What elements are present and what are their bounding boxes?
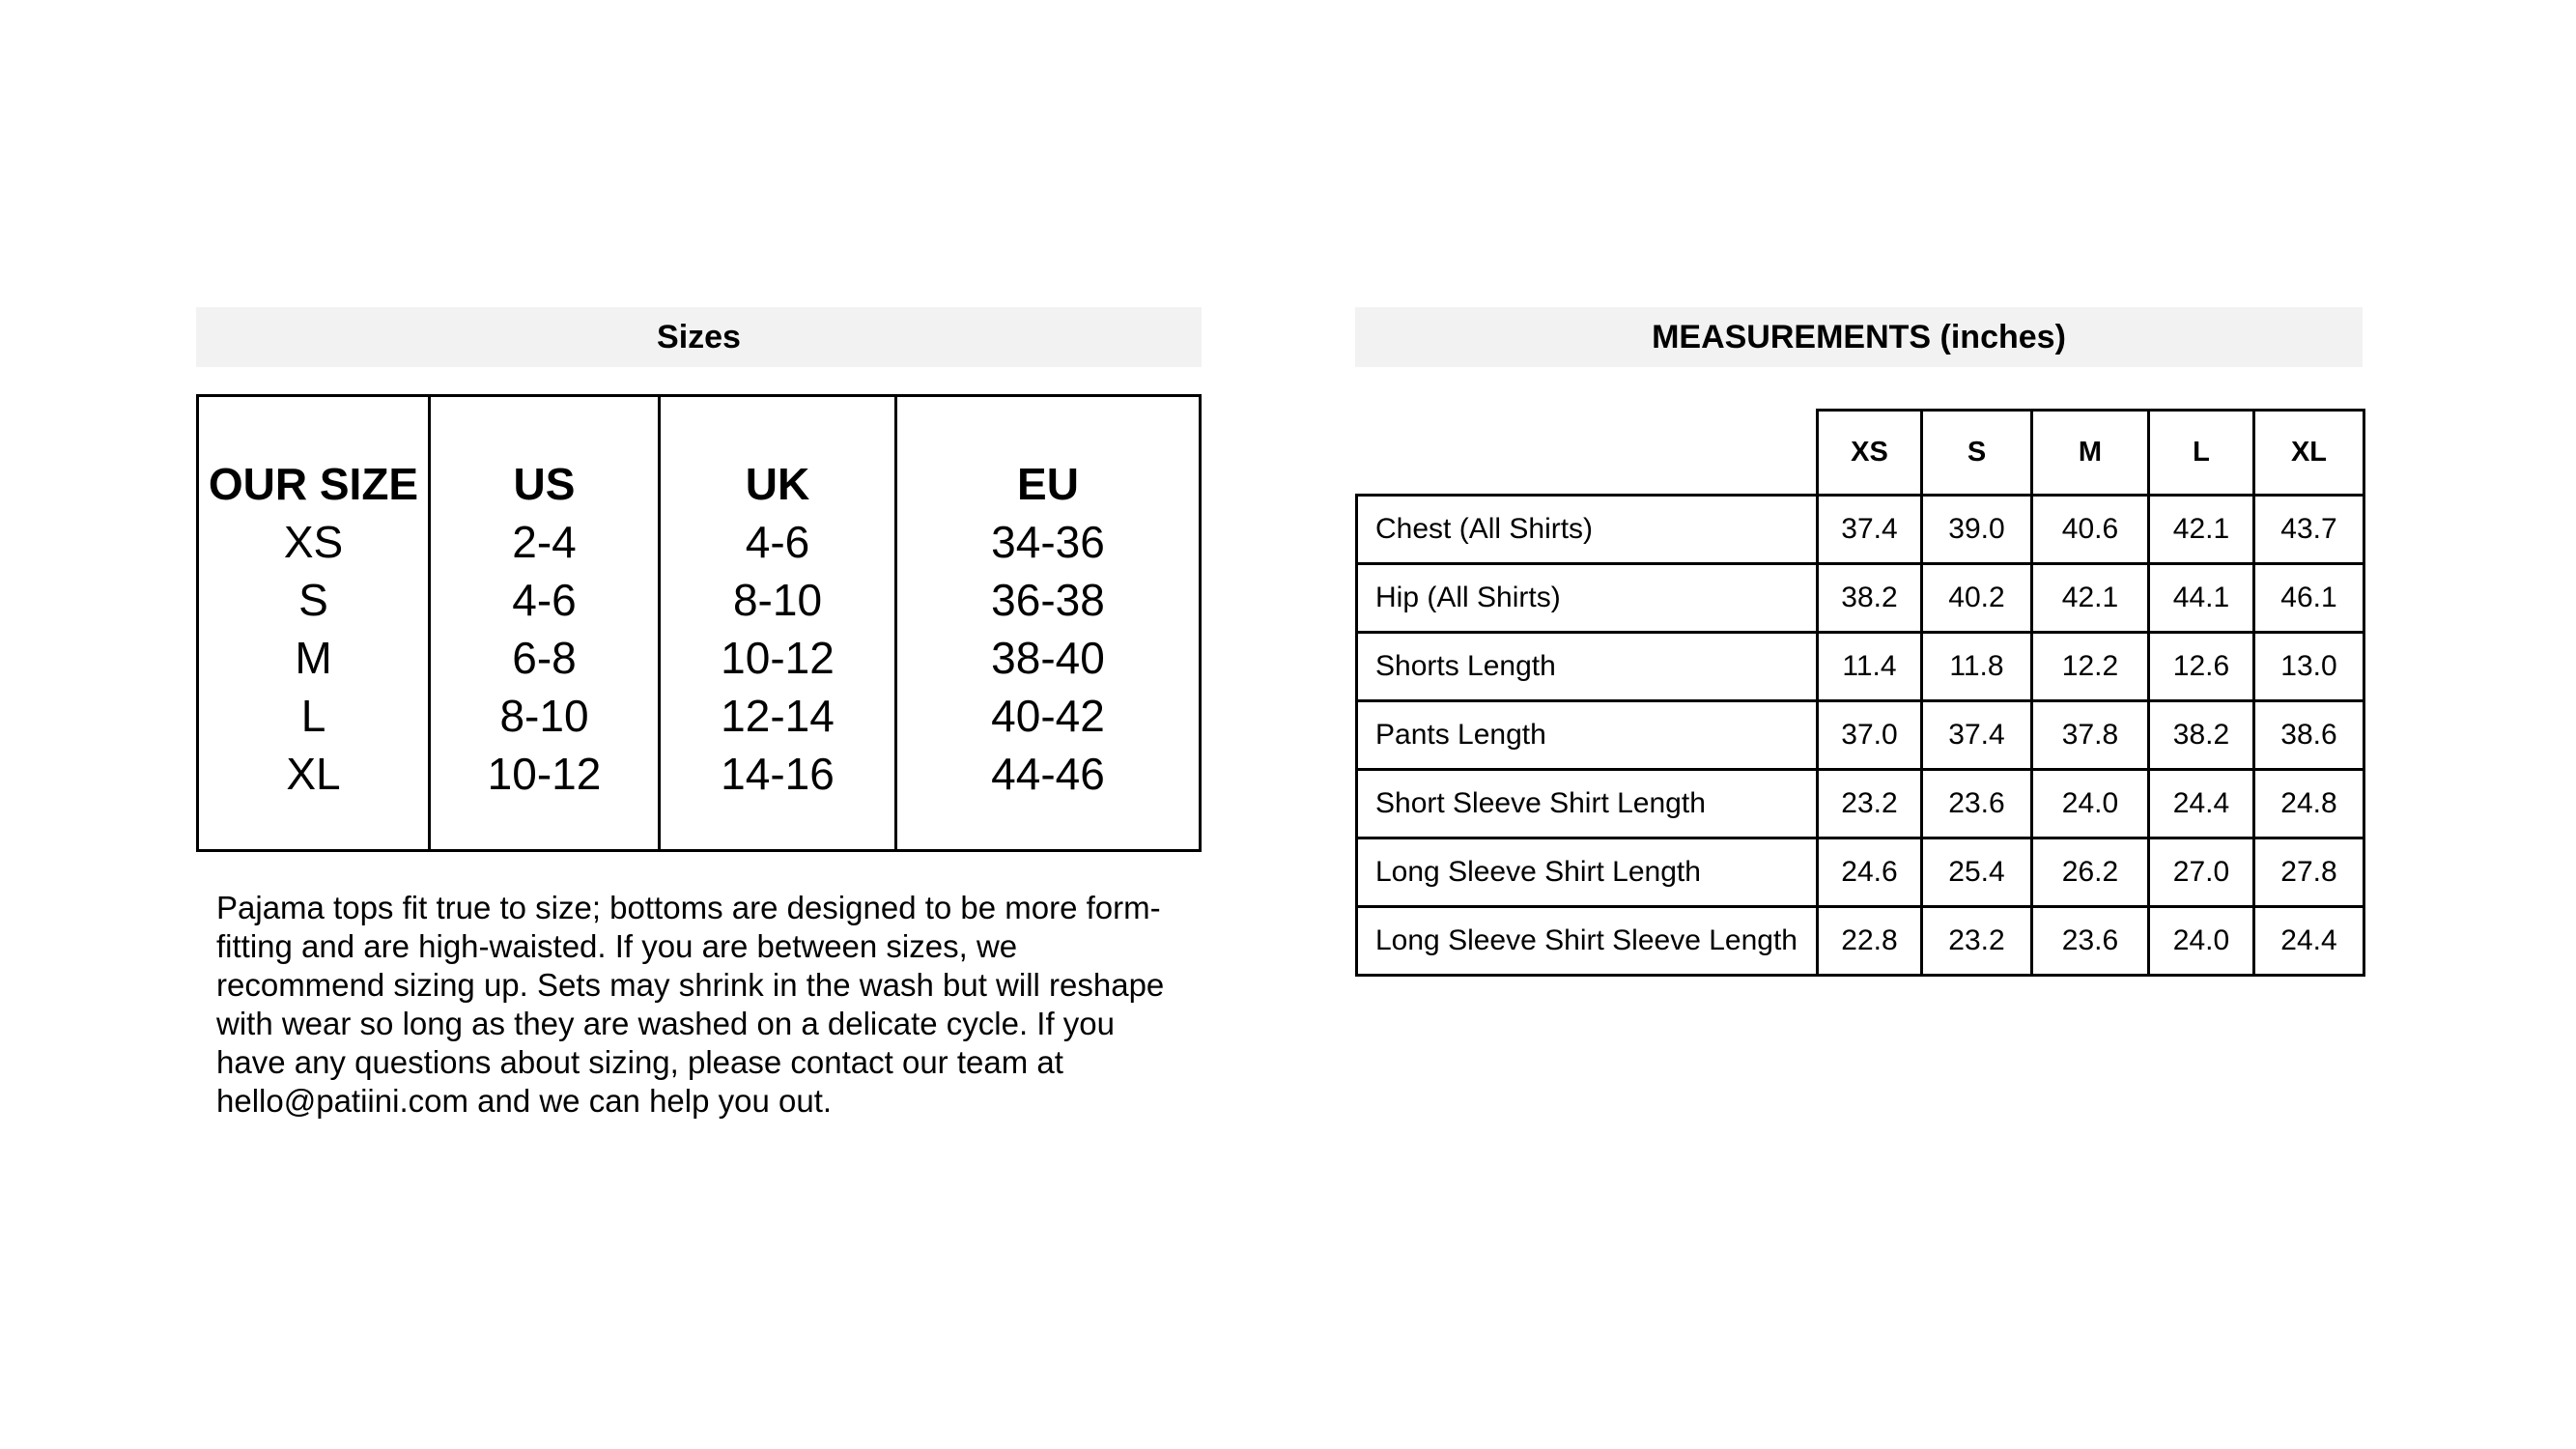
measurement-value: 22.8 xyxy=(1818,907,1922,976)
table-row xyxy=(1357,564,2364,633)
sizes-cell: 38-40 xyxy=(991,633,1105,683)
measurement-value: 40.2 xyxy=(1922,564,2032,633)
measurement-value: 24.4 xyxy=(2149,770,2254,838)
sizing-note: Pajama tops fit true to size; bottoms are designed to be more form-fitting and are high-waisted. If you are between sizes, we recommend sizing up. Sets may shrink in the wash but will reshape with wear so long as they are washed on a delicate cycle. If you have any questions about sizing, please contact our team at hello@patiini.com and we can help you out. xyxy=(216,890,1165,1119)
sizes-cell: 4-6 xyxy=(745,517,810,567)
sizes-cell: 8-10 xyxy=(732,575,823,625)
measurement-value: 42.1 xyxy=(2032,564,2149,633)
table-row xyxy=(1357,770,2364,838)
measurement-label: Long Sleeve Shirt Sleeve Length xyxy=(1357,907,1818,976)
measurement-label: Short Sleeve Shirt Length xyxy=(1357,770,1818,838)
measurement-value: 38.6 xyxy=(2254,701,2364,770)
measurement-value: 24.6 xyxy=(1818,838,1922,907)
measurement-value: 40.6 xyxy=(2032,496,2149,564)
table-row xyxy=(1357,838,2364,907)
measurements-column-header: L xyxy=(2149,411,2254,496)
measurement-value: 23.6 xyxy=(1922,770,2032,838)
measurement-value: 11.8 xyxy=(1922,633,2032,701)
measurement-value: 37.0 xyxy=(1818,701,1922,770)
measurement-value: 37.4 xyxy=(1818,496,1922,564)
measurements-header-row xyxy=(1357,411,2364,496)
sizes-cell: 6-8 xyxy=(512,633,577,683)
measurements-corner xyxy=(1357,411,1818,496)
measurement-value: 46.1 xyxy=(2254,564,2364,633)
measurement-value: 12.6 xyxy=(2149,633,2254,701)
measurement-value: 26.2 xyxy=(2032,838,2149,907)
measurement-value: 37.8 xyxy=(2032,701,2149,770)
sizes-title: Sizes xyxy=(196,307,1202,367)
measurement-value: 27.0 xyxy=(2149,838,2254,907)
sizes-cell: 10-12 xyxy=(721,633,835,683)
measurements-column-header: XS xyxy=(1818,411,1922,496)
measurement-value: 25.4 xyxy=(1922,838,2032,907)
sizes-column-us xyxy=(431,397,661,849)
measurement-value: 38.2 xyxy=(1818,564,1922,633)
measurement-value: 23.6 xyxy=(2032,907,2149,976)
measurement-value: 13.0 xyxy=(2254,633,2364,701)
measurement-value: 23.2 xyxy=(1922,907,2032,976)
sizes-column-uk xyxy=(661,397,897,849)
table-row xyxy=(1357,633,2364,701)
measurement-value: 38.2 xyxy=(2149,701,2254,770)
sizes-cell: XS xyxy=(283,517,344,567)
sizes-cell: 34-36 xyxy=(991,517,1105,567)
measurement-value: 43.7 xyxy=(2254,496,2364,564)
measurement-value: 24.4 xyxy=(2254,907,2364,976)
sizes-column-eu xyxy=(897,397,1199,849)
sizes-cell: 14-16 xyxy=(721,749,835,799)
measurement-value: 39.0 xyxy=(1922,496,2032,564)
measurement-value: 12.2 xyxy=(2032,633,2149,701)
measurement-value: 24.0 xyxy=(2032,770,2149,838)
measurements-column-header: S xyxy=(1922,411,2032,496)
measurement-value: 24.8 xyxy=(2254,770,2364,838)
measurement-value: 44.1 xyxy=(2149,564,2254,633)
measurement-value: 27.8 xyxy=(2254,838,2364,907)
measurement-value: 11.4 xyxy=(1818,633,1922,701)
sizes-cell: 8-10 xyxy=(499,691,589,741)
sizes-column-header: OUR SIZE xyxy=(208,459,419,509)
sizes-cell: 4-6 xyxy=(512,575,577,625)
measurement-value: 37.4 xyxy=(1922,701,2032,770)
sizes-cell: M xyxy=(295,633,332,683)
measurements-column-header: M xyxy=(2032,411,2149,496)
measurement-label: Hip (All Shirts) xyxy=(1357,564,1818,633)
sizes-cell: 2-4 xyxy=(512,517,577,567)
sizes-cell: 40-42 xyxy=(991,691,1105,741)
measurement-label: Shorts Length xyxy=(1357,633,1818,701)
sizes-cell: 10-12 xyxy=(487,749,602,799)
table-row xyxy=(1357,496,2364,564)
measurement-value: 23.2 xyxy=(1818,770,1922,838)
table-row xyxy=(1357,907,2364,976)
sizes-cell: S xyxy=(298,575,328,625)
sizes-table xyxy=(196,394,1202,852)
measurement-label: Pants Length xyxy=(1357,701,1818,770)
sizes-cell: XL xyxy=(286,749,341,799)
table-row xyxy=(1357,701,2364,770)
measurement-label: Long Sleeve Shirt Length xyxy=(1357,838,1818,907)
sizes-column-header: US xyxy=(513,459,576,509)
sizes-column-our-size xyxy=(199,397,431,849)
sizes-column-header: UK xyxy=(745,459,810,509)
measurements-title: MEASUREMENTS (inches) xyxy=(1355,307,2363,367)
sizes-cell: 36-38 xyxy=(991,575,1105,625)
measurement-value: 42.1 xyxy=(2149,496,2254,564)
measurements-column-header: XL xyxy=(2254,411,2364,496)
sizes-column-header: EU xyxy=(1017,459,1079,509)
measurement-label: Chest (All Shirts) xyxy=(1357,496,1818,564)
sizes-cell: L xyxy=(300,691,326,741)
sizes-cell: 44-46 xyxy=(991,749,1105,799)
measurements-table xyxy=(1355,409,2365,977)
sizes-cell: 12-14 xyxy=(721,691,835,741)
measurement-value: 24.0 xyxy=(2149,907,2254,976)
